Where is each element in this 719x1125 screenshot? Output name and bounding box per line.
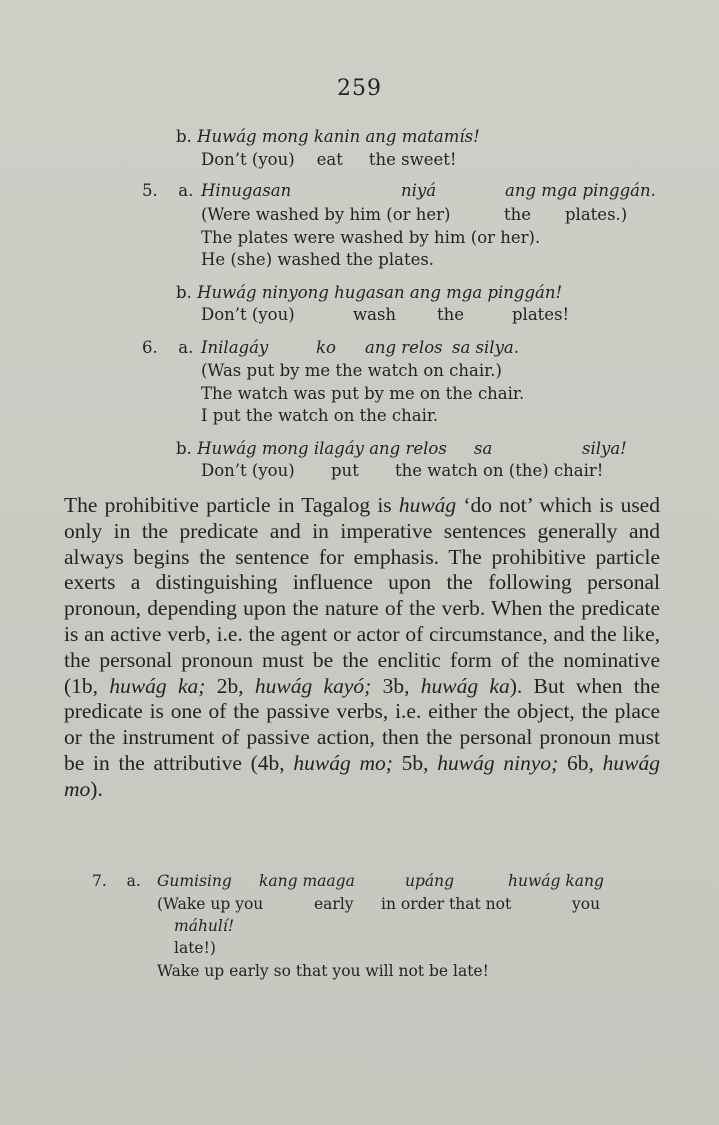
translation-line: I put the watch on the chair. [201, 406, 439, 425]
tagalog-word: máhulí! [174, 917, 235, 935]
tagalog-sentence: Huwág ninyong hugasan ang mga pinggán! [197, 283, 563, 302]
gloss-word: the [504, 205, 532, 224]
tagalog-word: Huwág mong ilagáy ang relos [197, 439, 447, 458]
gloss-word: (Wake up you [157, 895, 264, 913]
emphasized-term: huwág ka [420, 673, 510, 698]
gloss-word: early [314, 895, 354, 913]
tagalog-word: silya! [582, 439, 627, 458]
gloss-word: late!) [174, 939, 216, 957]
gloss-word: eat [316, 150, 343, 169]
gloss-line: (Was put by me the watch on chair.) [201, 361, 502, 380]
translation-line: The watch was put by me on the chair. [201, 384, 525, 403]
emphasized-term: huwág mo [64, 750, 660, 801]
emphasized-term: huwág ka; [109, 673, 206, 698]
tagalog-word: upáng [405, 872, 455, 890]
example-letter: a. [178, 181, 194, 200]
tagalog-word: ang mga pinggán. [505, 181, 656, 200]
tagalog-word: Gumising [157, 872, 232, 890]
translation-line: Wake up early so that you will not be late! [157, 962, 489, 980]
translation-line: The plates were washed by him (or her). [201, 228, 541, 247]
example-letter: b. [176, 127, 192, 146]
tagalog-word: kang maaga [259, 872, 355, 890]
emphasized-term: huwág kayó; [254, 673, 372, 698]
example-letter: b. [176, 283, 192, 302]
gloss-word: (Were washed by him (or her) [201, 205, 451, 224]
gloss-word: Don’t (you) [201, 305, 295, 324]
emphasized-term: huwág mo; [293, 750, 393, 775]
gloss-word: the watch on (the) chair! [395, 461, 604, 480]
paragraph-text: 6b, [558, 750, 603, 775]
emphasized-term: huwág [398, 493, 457, 517]
paragraph-text: 3b, [371, 673, 421, 698]
gloss-word: wash [353, 305, 397, 324]
gloss-word: put [331, 461, 359, 480]
gloss-word: Don’t (you) [201, 461, 295, 480]
tagalog-word: niyá [401, 181, 437, 200]
tagalog-word: ang relos [365, 338, 443, 357]
gloss-word: plates.) [565, 205, 628, 224]
gloss-word: Don’t (you) [201, 150, 295, 169]
paragraph-text: ). But when the predicate is one of the passive verbs, i.e. either the object, the place or the instrument of passive action, then the personal pronoun must be in the attributive (4b, [64, 673, 661, 775]
emphasized-term: huwág ninyo; [437, 750, 559, 775]
tagalog-word: sa [474, 439, 493, 458]
paragraph-text: ‘do not’ which is used only in the predicate and in imperative sentences generally and always begins the sentence for emphasis. The prohibitive particle exerts a distinguishing influence upon the following personal pronoun, depending upon the nature of the verb. When the predicate is an active verb, i.e. the agent or actor of circumstance, and the like, the personal pronoun must be the enclitic form of the nominative (1b, [64, 493, 660, 698]
example-number: 7. [92, 872, 107, 890]
gloss-word: plates! [512, 305, 570, 324]
paragraph-text: 2b, [205, 673, 255, 698]
paragraph-text: ). [90, 776, 103, 801]
tagalog-word: sa silya. [452, 338, 519, 357]
tagalog-word: huwág kang [508, 872, 604, 890]
tagalog-word: Inilagáy [201, 338, 269, 357]
example-number: 6. [142, 338, 158, 357]
example-letter: b. [176, 439, 192, 458]
gloss-word: the sweet! [368, 150, 457, 169]
gloss-word: the [437, 305, 465, 324]
gloss-word: you [572, 895, 601, 913]
tagalog-sentence: Huwág mong kanin ang matamís! [197, 127, 480, 146]
tagalog-word: Hinugasan [201, 181, 292, 200]
page-number: 259 [337, 76, 382, 101]
paragraph-text: The prohibitive particle in Tagalog is [64, 493, 399, 517]
body-paragraph [64, 493, 660, 803]
tagalog-word: ko [316, 338, 336, 357]
example-number: 5. [142, 181, 158, 200]
example-letter: a. [178, 338, 194, 357]
gloss-word: in order that not [381, 895, 512, 913]
example-letter: a. [126, 872, 141, 890]
translation-line: He (she) washed the plates. [201, 250, 435, 269]
paragraph-text: 5b, [392, 750, 438, 775]
